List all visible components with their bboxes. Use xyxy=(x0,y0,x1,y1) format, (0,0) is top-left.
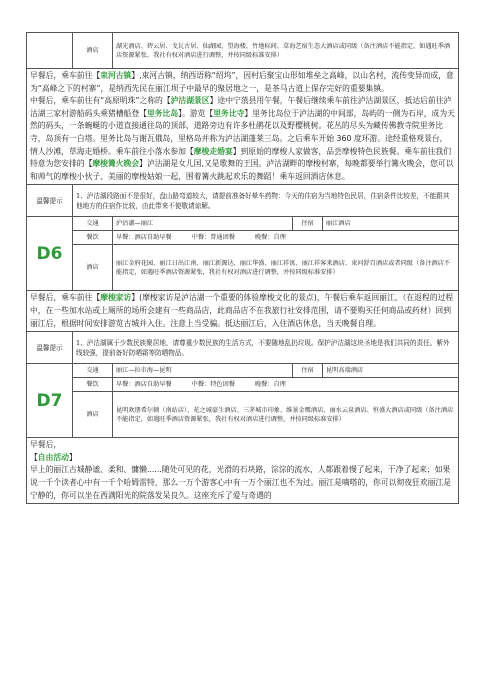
highlight-text: 里务比岛 xyxy=(146,108,179,118)
day6-paragraph-1 xyxy=(30,70,455,95)
meal-label: 餐饮 xyxy=(73,231,113,245)
transport-value: 泸沽湖—丽江 xyxy=(113,217,293,231)
day6-description xyxy=(27,69,459,185)
breakfast: 早餐：酒店自助早餐 xyxy=(116,234,172,242)
stay-label: 住宿 xyxy=(293,217,323,231)
dinner: 晚餐：自理 xyxy=(254,381,286,389)
stay-value: 丽江酒店 xyxy=(323,217,459,231)
highlight-text: 束河古镇 xyxy=(100,71,132,80)
itinerary-table xyxy=(26,32,459,504)
body-text: 】 xyxy=(68,452,77,462)
meal-values xyxy=(113,378,459,392)
stay-label: 住宿 xyxy=(293,364,323,378)
tips-label: 温馨提示 xyxy=(27,332,73,364)
highlight-text: 泸沽湖景区 xyxy=(170,96,210,106)
lunch: 中餐：普通团餐 xyxy=(191,234,235,242)
highlight-text: 摩梭家访 xyxy=(100,293,132,303)
day-number: D7 xyxy=(27,364,73,438)
transport-label: 交通 xyxy=(73,217,113,231)
stay-value: 昆明高端酒店 xyxy=(323,364,459,378)
day8-description xyxy=(27,438,459,504)
dinner: 晚餐：自理 xyxy=(254,234,286,242)
breakfast: 早餐：酒店自助早餐 xyxy=(116,381,172,389)
lunch: 中餐：特色团餐 xyxy=(191,381,235,389)
hotel-text: 昆明欢朋希尔顿（南站店）、花之城豪生酒店、三茅城市印象、维景金鹰酒店、丽水云泉酒店、恒盛大酒店或同级（备注酒店不能指定，如遇旺季酒店资源紧张，我社有权对酒店进行调整，并按同级标准安排） xyxy=(113,392,459,438)
body-text: 早餐后，乘车前往【 xyxy=(30,293,101,303)
body-text: 】途中宁蒗县用午餐，午餐后继续乘车前往泸沽湖景区，抵达后前往泸沽湖三家村游船码头乘猪槽船登【 xyxy=(30,96,452,118)
hotel-label: 酒店 xyxy=(73,245,113,291)
body-text: 】,束河古镇，纳西语称“绍坞”，因村后聚宝山形如堆垒之高峰，以山名村，流传变异而成，意为“高峰之下的村寨”，是纳西先民在丽江坝子中最早的聚居地之一，是茶马古道上保存完好的重要集镇。 xyxy=(30,71,454,93)
transport-label: 交通 xyxy=(73,364,113,378)
day8-paragraph-2 xyxy=(30,452,455,465)
hotel-label: 酒店 xyxy=(73,392,113,438)
body-text: 早上的丽江古城静谧、柔和、慵懒......随处可见的花，光滑的石块路，淙淙的流水，人都跟着慢了起来，干净了起来；如果说一千个读者心中有一千个哈姆雷特，那么一万个游客心中有一万个丽江也不为过。丽江是嘀嗒的，你可以彻夜狂欢丽江是宁静的，你可以坐在西满阳光的院落发呆良久。这座充斥了爱与奇遇的 xyxy=(30,465,452,500)
hotel-label: 酒店 xyxy=(73,33,113,69)
body-text: 】泸沽湖是女儿国,又是歌舞的王国。泸沽湖畔的摩梭村寨，每晚都要举行篝火晚会，您可以和帅气的摩梭小伙子、美丽的摩梭姑娘一起，围着篝火跳起欢乐的舞蹈！乘车返回酒店休息。 xyxy=(30,159,454,181)
body-text: 】(摩梭家访是泸沽湖一个重要的体验摩梭文化的景点)，午餐后乘车返回丽江，（在返程的过程中，在一些加水站或上厕所的场所会建有一些商品店，此商品店不在我旅行社安排范围，请不要购买任何商品或药材）回到丽江后，根据时间安排游览古城并入住。注意上当受骗。抵达丽江后，入住酒店休息，当天晚餐自理。 xyxy=(30,293,454,328)
day-number: D6 xyxy=(27,217,73,291)
day7-description xyxy=(27,291,459,332)
day6-paragraph-2 xyxy=(30,95,455,183)
hotel-text: 丽江金府花园、丽江日出江南、丽江新源达、丽江华盛、丽江祥寓、丽江祥客来酒店、束河舒百酒店或者同级（备注酒店不能指定，如遇旺季酒店资源紧张，我社有权对酒店进行调整，并按同级标准安排） xyxy=(113,245,459,291)
hotel-text: 湖光酒店、碧云居、戈瓦古居、仙湖园、望海楼、竹地标间、草海艺宿生态大酒店或同级（备注酒店不能指定，如遇旺季酒店资源紧张，我社有权对酒店进行调整，并按同级标准安排） xyxy=(113,33,459,69)
tips-label: 温馨提示 xyxy=(27,185,73,217)
highlight-text: 摩梭走婚宴 xyxy=(193,146,233,156)
meal-label: 餐饮 xyxy=(73,378,113,392)
body-text: 早餐后， xyxy=(30,440,62,450)
body-text: 早餐后，乘车前往【 xyxy=(30,71,101,80)
highlight-text: 摩梭篝火晚会 xyxy=(92,159,140,169)
day8-paragraph-1 xyxy=(30,439,455,452)
meal-values xyxy=(113,231,459,245)
day8-paragraph-3 xyxy=(30,464,455,502)
body-text: 】到原始的摩梭人家做客，品尝摩梭特色民族餐。乘车前往我们特意为您安排的【 xyxy=(30,146,452,169)
body-text: 【 xyxy=(30,452,38,462)
body-text: 中餐后，乘车前往有“高原明珠”之称的【 xyxy=(30,96,171,106)
body-text: 】里务比岛位于泸沽湖的中间部，岛屿的一侧为石岸，成为天然的码头，一条蜿蜒的小道直接通往岛的顶部，道路旁边有许多杜鹃花以及野樱桃树。花丛的尽头为藏传佛教寺院里务比寺，岛顶有一白塔。里务比岛与谢瓦俄岛，里格岛并称为泸沽湖蓬莱三岛。之后乘车开始 360 度环游。途经重格观景台，情人沙滩，草海走婚桥。乘车前往小落水参加【 xyxy=(30,108,455,156)
tips-text: 1、泸沽湖属于少数民族聚居地，请尊重少数民族的生活方式，不要随地乱扔垃圾。保护泸沽湖这块圣地是我们共同的责任。紫外线较强，提前备好防晒霜等防晒物品。 xyxy=(73,332,459,364)
highlight-text: 里务比寺 xyxy=(213,108,245,118)
tips-text: 1、泸沽湖段路面不是很好，盘山路弯道较大，请提前准备好晕车药物：今天的住宿为当地特色民居，住宿条件比较差，不能跟其他地方的住宿作比较，由此带来不便敬请谅解。 xyxy=(73,185,459,217)
transport-value: 丽江—拉市海—昆明 xyxy=(113,364,293,378)
itinerary-page xyxy=(26,32,458,672)
highlight-text: 自由活动 xyxy=(37,452,69,462)
body-text: 】。游览【 xyxy=(178,108,214,118)
